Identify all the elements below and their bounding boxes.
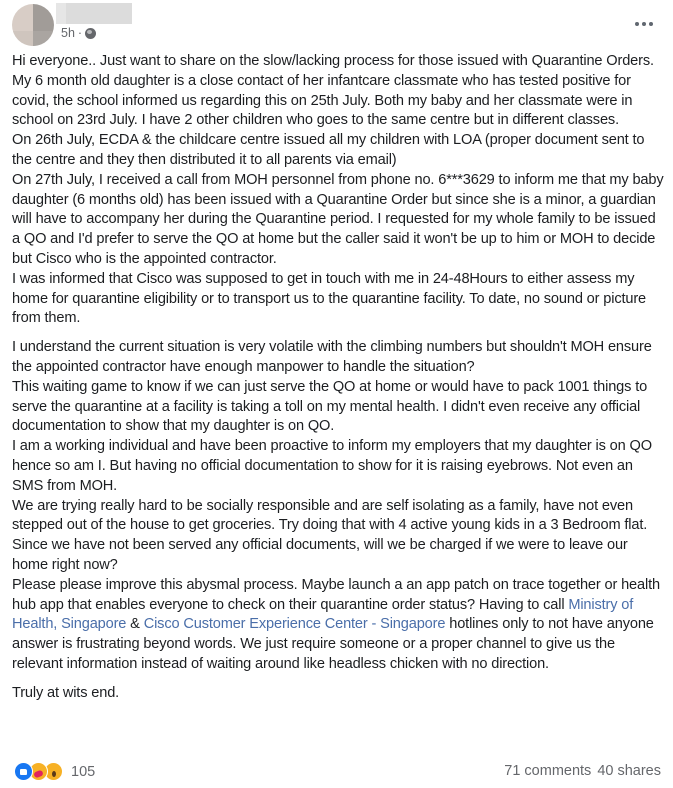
link-ministry-of-health[interactable]: Ministry of Health, Singapore: [12, 596, 634, 633]
post-paragraph: Since we have not been served any official documents, will we be charged if we were to leave our home right now?: [12, 537, 628, 573]
text-segment: Please please improve this abysmal process. Maybe launch a an app patch on trace together or health hub app that enables everyone to check on their quarantine order status? Having to call: [12, 576, 660, 613]
paragraph-gap: [12, 329, 664, 338]
like-reaction-icon: [14, 762, 33, 781]
post-paragraph: I was informed that Cisco was supposed to get in touch with me in 24-48Hours to either assess my home for quarantine eligibility or to transport us to the quarantine facility. To date, no sound or picture from them.: [12, 270, 647, 327]
post-paragraph-with-links: [12, 576, 664, 675]
author-name-redacted[interactable]: [56, 3, 132, 24]
engagement-stats: [504, 763, 661, 779]
shares-count[interactable]: 40 shares: [597, 763, 661, 779]
reaction-count[interactable]: 105: [71, 763, 96, 780]
globe-icon: [85, 28, 96, 39]
paragraph-gap: [12, 675, 664, 684]
author-avatar[interactable]: [12, 4, 54, 46]
post-paragraph: My 6 month old daughter is a close contact of her infantcare classmate who has tested positive for covid, the school informed us regarding this on 25th July. Both my baby and her classmate were in school on 23rd July. I have 2 other children who goes to the same centre but in different classes.: [12, 72, 633, 129]
post-timestamp[interactable]: 5h: [61, 26, 75, 40]
post-paragraph: We are trying really hard to be socially responsible and are self isolating as a family, have not even stepped out of the house to get groceries. Try doing that with 4 active young kids in a 3 Bedroom flat.: [12, 497, 648, 534]
post-paragraph: On 26th July, ECDA & the childcare centre issued all my children with LOA (proper document sent to the centre and they then distributed it to all parents via email): [12, 132, 645, 168]
post-footer: [0, 760, 673, 784]
more-dot: [635, 22, 639, 26]
post-paragraph: I am a working individual and have been proactive to inform my employers that my daughter is on QO hence so am I. But having no official documentation to show for it is raising eyebrows. Not even an SMS from MOH.: [12, 438, 652, 494]
post-paragraph: On 27th July, I received a call from MOH personnel from phone no. 6***3629 to inform me that my baby daughter (6 months old) has been issued with a Quarantine Order but since she is a minor, a guardian will have to accompany her during the Quarantine period. I requested for my whole family to be issued a QO and I'd prefer to serve the QO at home but the caller said it won't be up to him or MOH to decide but Cisco who is the appointed contractor.: [12, 171, 664, 267]
post-header: [0, 0, 673, 48]
post-paragraph: I understand the current situation is very volatile with the climbing numbers but shouldn't MOH ensure the appointed contractor have enough manpower to handle the situation?: [12, 339, 652, 375]
post-meta: [61, 26, 96, 40]
post-paragraph: This waiting game to know if we can just serve the QO at home or would have to pack 1001 things to serve the quarantine at a facility is taking a toll on my mental health. I didn't even receive any official documentation to show that my daughter is on QO.: [12, 378, 648, 435]
post-paragraph: Hi everyone.. Just want to share on the slow/lacking process for those issued with Quarantine Orders.: [12, 53, 654, 69]
more-dot: [642, 22, 646, 26]
post-closing: Truly at wits end.: [12, 684, 120, 701]
more-options-icon[interactable]: [629, 14, 659, 34]
comments-count[interactable]: 71 comments: [504, 763, 592, 779]
text-segment: &: [126, 616, 144, 633]
post-text: [12, 52, 664, 704]
reactions-summary[interactable]: [14, 762, 95, 781]
link-cisco-customer-experience[interactable]: Cisco Customer Experience Center - Singapore: [143, 616, 446, 633]
meta-separator: ·: [77, 26, 83, 40]
text-segment: hotlines only to not have anyone answer is frustrating beyond words. We just require someone or a proper channel to give us the relevant information instead of waiting around like headless chicken with no direction.: [12, 616, 654, 672]
more-dot: [649, 22, 653, 26]
